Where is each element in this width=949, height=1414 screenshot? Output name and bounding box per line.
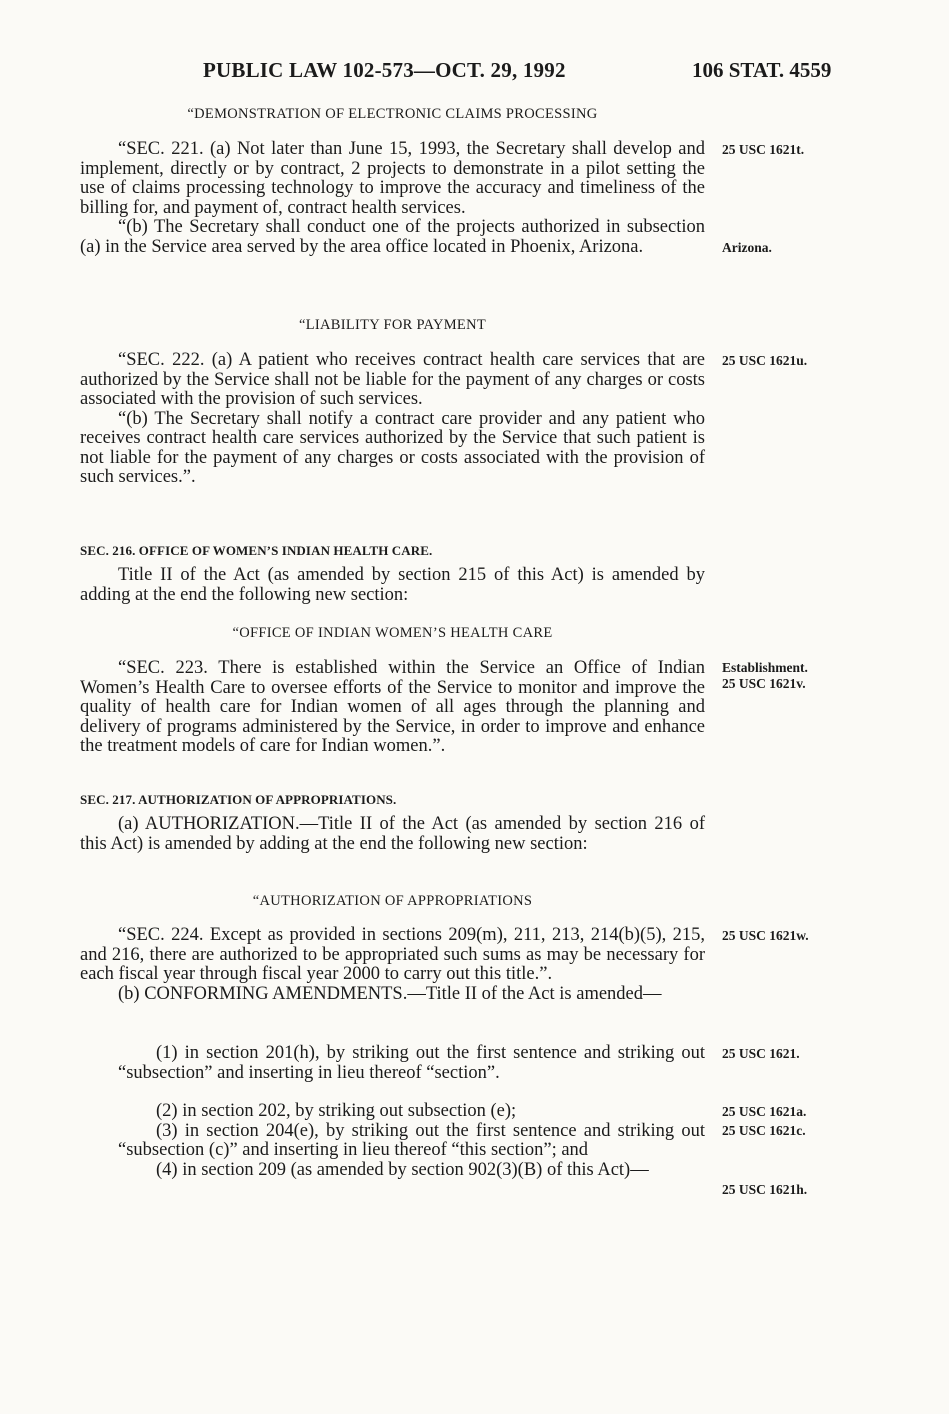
- amendment-item-1: (1) in section 201(h), by striking out the first sentence and striking out “subsection” and inserting in lieu thereof “section”.: [118, 1043, 705, 1083]
- section-217-heading: SEC. 217. AUTHORIZATION OF APPROPRIATIONS.: [80, 792, 397, 807]
- paragraph-222a: “SEC. 222. (a) A patient who receives contract health care services that are authorized by the Service shall not be liable for the payment of any charges or costs associated with the provision of such services.: [80, 350, 705, 409]
- amendment-item-2: (2) in section 202, by striking out subsection (e);: [156, 1101, 517, 1121]
- section-221: [80, 140, 705, 257]
- heading-office-womens-health: “OFFICE OF INDIAN WOMEN’S HEALTH CARE: [232, 625, 553, 641]
- section-223: [80, 659, 705, 757]
- margin-note-1621v: 25 USC 1621v.: [722, 676, 806, 691]
- margin-note-arizona: Arizona.: [722, 240, 772, 255]
- paragraph-221a: “SEC. 221. (a) Not later than June 15, 1993, the Secretary shall develop and implement, directly or by contract, 2 projects to demonstrate in a pilot setting the use of claims processing technology to improve the accuracy and timeliness of the billing for, and payment of, contract health services.: [80, 139, 705, 218]
- margin-note-1621h: 25 USC 1621h.: [722, 1182, 808, 1197]
- margin-note-1621u: 25 USC 1621u.: [722, 353, 808, 368]
- paragraph-216: Title II of the Act (as amended by section 215 of this Act) is amended by adding at the end the following new section:: [80, 565, 705, 605]
- page-header-title: PUBLIC LAW 102-573—OCT. 29, 1992: [203, 58, 566, 82]
- paragraph-217b: (b) CONFORMING AMENDMENTS.—Title II of the Act is amended—: [118, 983, 662, 1004]
- page-header-stat: 106 STAT. 4559: [692, 58, 832, 82]
- margin-note-1621: 25 USC 1621.: [722, 1046, 800, 1061]
- amendment-list: [80, 1044, 705, 1083]
- section-216-heading: SEC. 216. OFFICE OF WOMEN’S INDIAN HEALTH CARE.: [80, 543, 433, 558]
- paragraph-223: “SEC. 223. There is established within the Service an Office of Indian Women’s Health Care to oversee efforts of the Service to monitor and improve the quality of health care for Indian women of all ages through the planning and delivery of programs administered by the Service, in order to improve and enhance the treatment models of care for Indian women.”.: [80, 658, 705, 756]
- section-216-body: [80, 566, 705, 605]
- margin-note-1621c: 25 USC 1621c.: [722, 1123, 806, 1138]
- margin-note-1621t: 25 USC 1621t.: [722, 142, 805, 157]
- paragraph-222b: “(b) The Secretary shall notify a contract care provider and any patient who receives contract health care services authorized by the Service that such patient is not liable for the payment of any charges or costs associated with the provision of such services.”.: [80, 408, 705, 487]
- section-224: [80, 926, 705, 1004]
- heading-liability: “LIABILITY FOR PAYMENT: [298, 317, 487, 333]
- amendment-list-2: [80, 1102, 705, 1180]
- paragraph-221b: “(b) The Secretary shall conduct one of the projects authorized in subsection (a) in the Service area served by the area office located in Phoenix, Arizona.: [80, 217, 705, 257]
- section-217a: [80, 815, 705, 854]
- amendment-item-3: (3) in section 204(e), by striking out the first sentence and striking out “subsection (c)” and inserting in lieu thereof “this section”; and: [118, 1120, 705, 1160]
- margin-note-establishment: Establishment.: [722, 660, 808, 675]
- paragraph-217a: (a) AUTHORIZATION.—Title II of the Act (as amended by section 216 of this Act) is amended by adding at the end the following new section:: [80, 814, 705, 854]
- heading-authorization: “AUTHORIZATION OF APPROPRIATIONS: [252, 893, 533, 909]
- amendment-item-4: (4) in section 209 (as amended by section 902(3)(B) of this Act)—: [156, 1159, 649, 1180]
- heading-demonstration: “DEMONSTRATION OF ELECTRONIC CLAIMS PROCESSING: [187, 106, 598, 122]
- margin-note-1621w: 25 USC 1621w.: [722, 928, 809, 943]
- margin-note-1621a: 25 USC 1621a.: [722, 1104, 807, 1119]
- paragraph-224: “SEC. 224. Except as provided in sections 209(m), 211, 213, 214(b)(5), 215, and 216, there are authorized to be appropriated such sums as may be necessary for each fiscal year through fiscal year 2000 to carry out this title.”.: [80, 925, 705, 984]
- section-222: [80, 351, 705, 488]
